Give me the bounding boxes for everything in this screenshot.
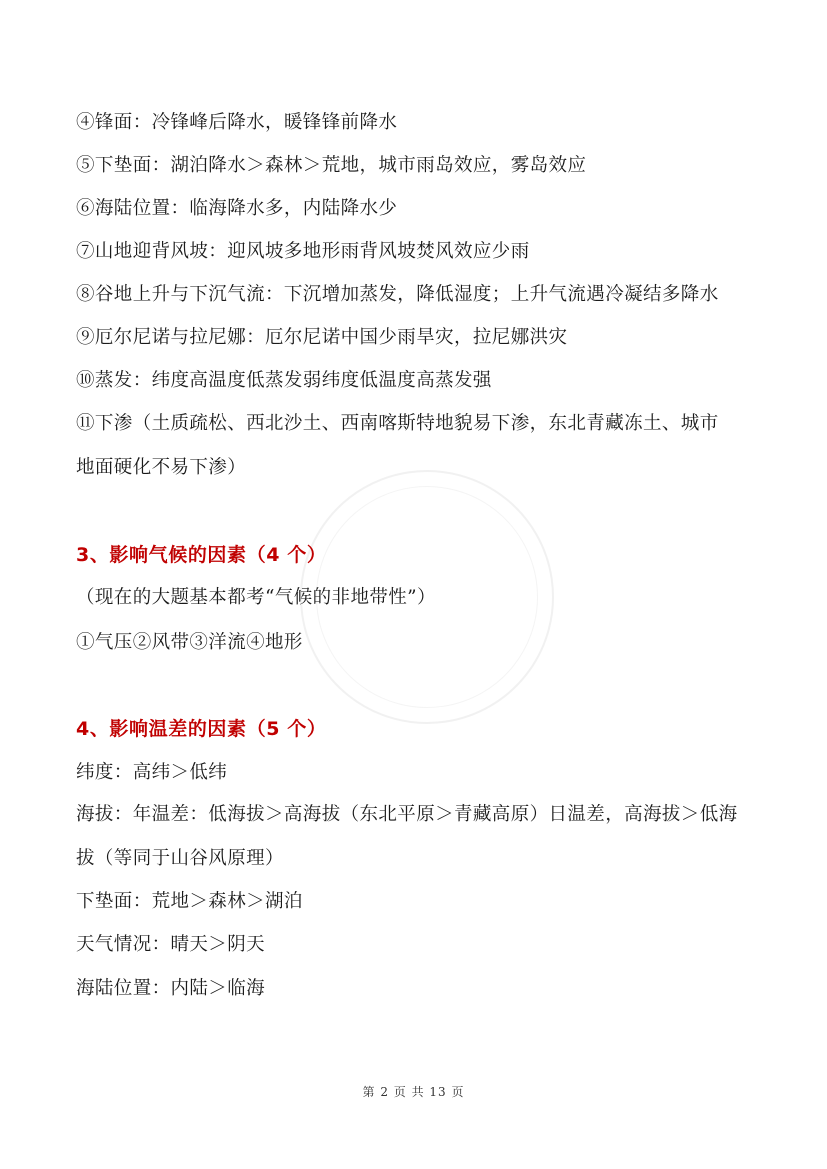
section-note-climate: （现在的大题基本都考“气候的非地带性”） xyxy=(76,587,436,608)
factor-weather: 天气情况：晴天＞阴天 xyxy=(76,934,266,955)
factor-land-sea-position: 海陆位置：内陆＞临海 xyxy=(76,978,266,999)
factor-latitude: 纬度：高纬＞低纬 xyxy=(76,762,228,783)
page-number-footer: 第 2 页 共 13 页 xyxy=(362,1085,465,1099)
list-item-evaporation: ⑩蒸发：纬度高温度低蒸发弱纬度低温度高蒸发强 xyxy=(76,370,492,391)
section-heading-temperature-range-factors: 4、影响温差的因素（5 个） xyxy=(76,718,327,740)
list-item-windward-leeward: ⑦山地迎背风坡：迎风坡多地形雨背风坡焚风效应少雨 xyxy=(76,241,530,262)
list-item-valley-airflow: ⑧谷地上升与下沉气流：下沉增加蒸发，降低湿度；上升气流遇冷凝结多降水 xyxy=(76,284,719,305)
climate-factors-list: ①气压②风带③洋流④地形 xyxy=(76,632,303,653)
list-item-front: ④锋面：冷锋峰后降水，暖锋锋前降水 xyxy=(76,112,398,133)
list-item-land-sea-position: ⑥海陆位置：临海降水多，内陆降水少 xyxy=(76,198,398,219)
list-item-underlying-surface: ⑤下垫面：湖泊降水＞森林＞荒地，城市雨岛效应，雾岛效应 xyxy=(76,155,587,176)
list-item-el-nino-la-nina: ⑨厄尔尼诺与拉尼娜：厄尔尼诺中国少雨旱灾，拉尼娜洪灾 xyxy=(76,327,568,348)
section-heading-climate-factors: 3、影响气候的因素（4 个） xyxy=(76,544,327,566)
factor-altitude-line1: 海拔：年温差：低海拔＞高海拔（东北平原＞青藏高原）日温差，高海拔＞低海 xyxy=(76,804,738,825)
list-item-infiltration-line2: 地面硬化不易下渗） xyxy=(76,457,247,478)
factor-underlying-surface: 下垫面：荒地＞森林＞湖泊 xyxy=(76,891,303,912)
factor-altitude-line2: 拔（等同于山谷风原理） xyxy=(76,848,284,869)
list-item-infiltration-line1: ⑪下渗（土质疏松、西北沙土、西南喀斯特地貌易下渗，东北青藏冻土、城市 xyxy=(76,413,719,434)
